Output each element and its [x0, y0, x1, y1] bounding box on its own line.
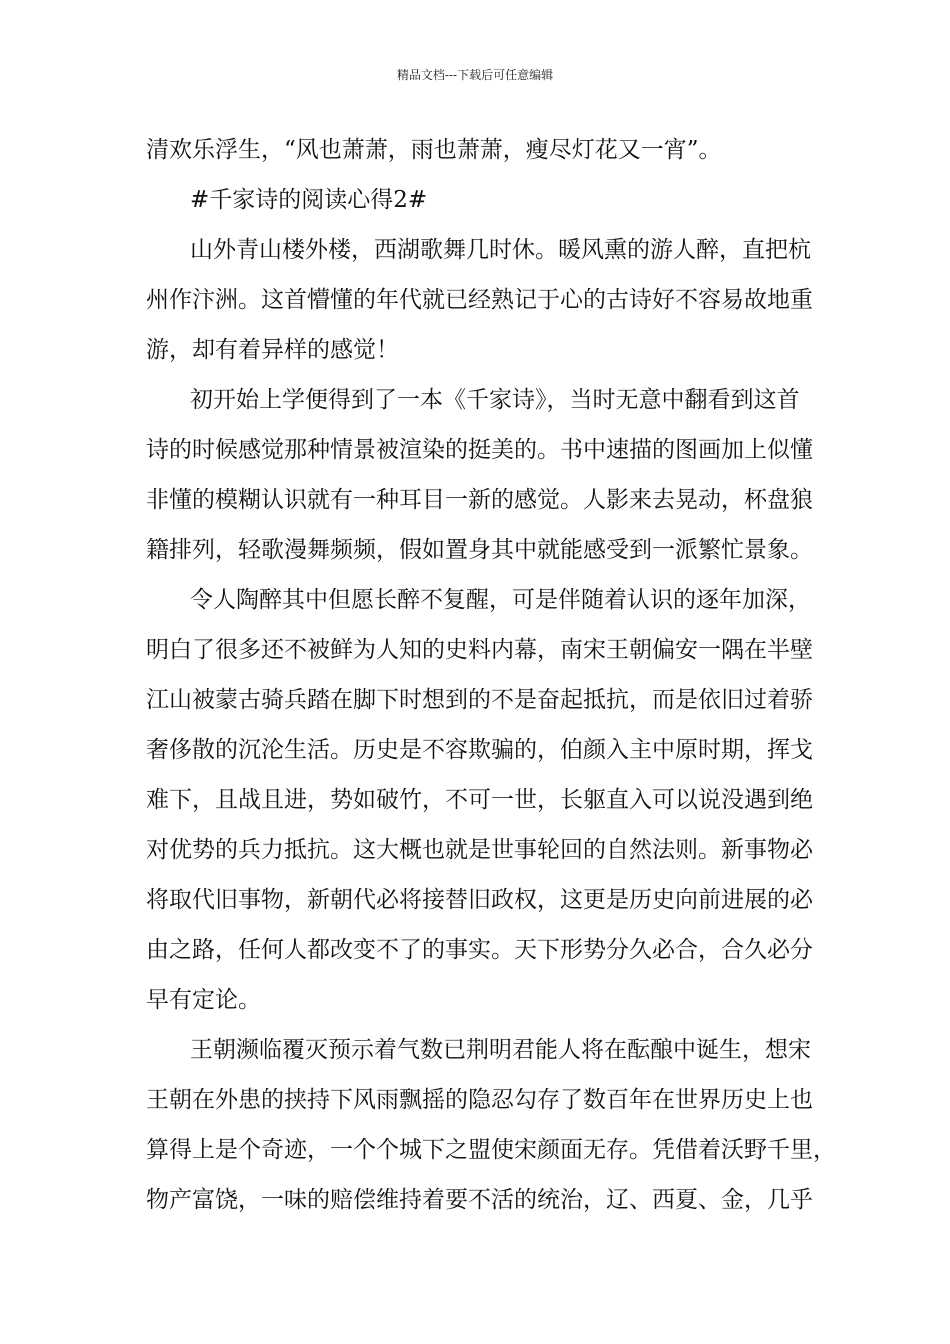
text-line: 王朝在外患的挟持下风雨飘摇的隐忍勾存了数百年在世界历史上也: [146, 1087, 813, 1113]
text-line: 由之路，任何人都改变不了的事实。天下形势分久必合，合久必分: [146, 937, 813, 963]
text-line: 难下，且战且进，势如破竹，不可一世，长躯直入可以说没遇到绝: [146, 787, 813, 813]
text-line: 诗的时候感觉那种情景被渲染的挺美的。书中速描的图画加上似懂: [146, 437, 813, 463]
text-line: 游，却有着异样的感觉！: [146, 337, 399, 363]
page-header: 精品文档---下载后可任意编辑: [396, 68, 554, 82]
text-line: 清欢乐浮生，“风也萧萧，雨也萧萧，瘦尽灯花又一宵”。: [146, 137, 722, 163]
text-line: 明白了很多还不被鲜为人知的史料内幕，南宋王朝偏安一隅在半壁: [146, 637, 813, 663]
text-line: 奢侈散的沉沦生活。历史是不容欺骗的，伯颜入主中原时期，挥戈: [146, 737, 813, 763]
text-line: 令人陶醉其中但愿长醉不复醒，可是伴随着认识的逐年加深，: [190, 587, 811, 613]
text-line: 算得上是个奇迹，一个个城下之盟使宋颜面无存。凭借着沃野千里，: [146, 1137, 836, 1163]
text-line: 初开始上学便得到了一本《千家诗》，当时无意中翻看到这首: [190, 387, 800, 413]
text-line: 物产富饶，一味的赔偿维持着要不活的统治，辽、西夏、金，几乎: [146, 1187, 813, 1213]
text-line: 山外青山楼外楼，西湖歌舞几时休。暖风熏的游人醉，直把杭: [190, 237, 811, 263]
text-line: 州作汴洲。这首懵懂的年代就已经熟记于心的古诗好不容易故地重: [146, 287, 813, 313]
section-heading: #千家诗的阅读心得2#: [190, 187, 428, 213]
text-line: 王朝濒临覆灭预示着气数已荆明君能人将在酝酿中诞生，想宋: [190, 1037, 811, 1063]
text-line: 对优势的兵力抵抗。这大概也就是世事轮回的自然法则。新事物必: [146, 837, 813, 863]
text-line: 将取代旧事物，新朝代必将接替旧政权，这更是历史向前进展的必: [146, 887, 813, 913]
text-line: 籍排列，轻歌漫舞频频，假如置身其中就能感受到一派繁忙景象。: [146, 537, 813, 563]
text-line: 非懂的模糊认识就有一种耳目一新的感觉。人影来去晃动，杯盘狼: [146, 487, 813, 513]
text-line: 江山被蒙古骑兵踏在脚下时想到的不是奋起抵抗，而是依旧过着骄: [146, 687, 813, 713]
text-line: 早有定论。: [146, 987, 261, 1013]
